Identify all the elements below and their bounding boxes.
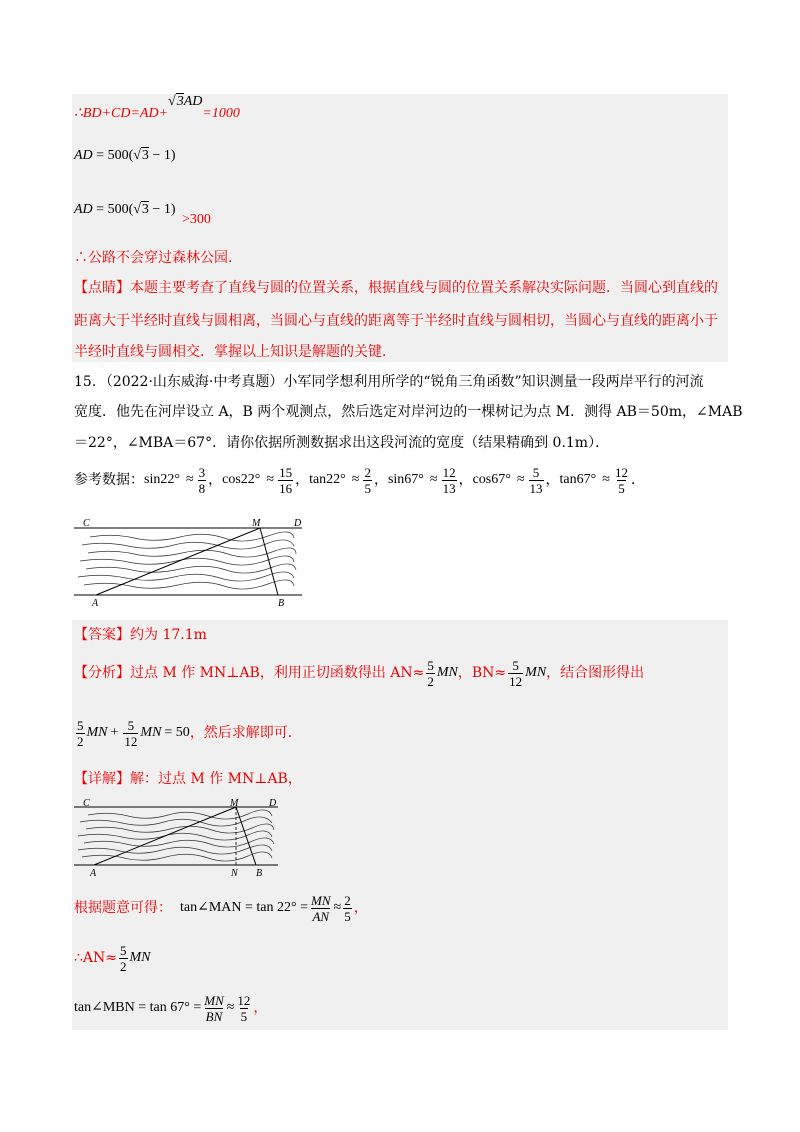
sqrt-arg: 3 [176,94,184,109]
num: 2 [364,464,371,480]
reference-item [388,465,473,496]
num: 5 [532,464,540,480]
label-A: A [90,868,97,879]
problem-line-3: ＝22°，∠MBA＝67°．请你依据所测数据求出这段河流的宽度（结果精确到 0.1m）． [74,435,610,451]
reference-item [309,465,388,496]
label-D: D [294,518,302,529]
label-N: N [231,868,238,879]
label-M: M [252,518,261,529]
analysis-tail: ，然后求解即可． [189,725,302,741]
tan-mbn-text: tan∠MBN = tan 67° = [74,1000,202,1015]
equation-bd-cd [74,94,240,124]
approx: ≈ [266,472,275,487]
river-figure-1 [72,515,304,609]
gt-300: >300 [182,212,211,227]
den: 5 [364,480,371,496]
comma: ， [253,1000,268,1016]
problem-line-2: 宽度．他先在河岸设立 A，B 两个观测点，然后选定对岸河边的一棵树记为点 M．测得 AB＝50m，∠MAB [74,404,743,420]
separator: ， [545,472,560,488]
den: 5 [618,480,625,496]
comment-line-3: 半经时直线与圆相交．掌握以上知识是解题的关键． [74,344,396,360]
fraction-5-2 [76,718,85,749]
approx: ≈ [185,472,194,487]
ad-term: AD [183,94,203,109]
answer-tag: 【答案】 [74,627,130,643]
an-line [74,938,151,978]
num: 5 [120,942,127,958]
ad-lhs: AD [74,148,93,163]
comment-line-1 [74,278,718,298]
label-D: D [269,798,277,809]
num: MN [204,992,224,1008]
analysis-tag: 【分析】 [74,665,130,681]
den: 16 [279,480,293,496]
trig-function: cos22° [222,472,261,487]
reference-item [144,465,222,496]
separator: ． [630,472,645,488]
tan-man-line [74,888,368,928]
separator: ， [208,472,223,488]
num: MN [311,892,331,908]
sqrt3ad: √3AD [168,94,203,109]
by-problem-label: 根据题意可得： [74,900,172,916]
answer-text: 约为 17.1m [130,627,207,643]
conclusion: ∴公路不会穿过森林公园. [74,250,233,266]
analysis-text-1: 过点 M 作 MN⊥AB，利用正切函数得出 AN≈ [130,665,425,681]
eq-tail: − 1) [148,202,176,217]
eq-text: = 500( [96,202,134,217]
fraction-12-5 [236,993,251,1024]
comment-line-2: 距离大于半经时直线与圆相离，当圆心与直线的距离等于半经时直线与圆相切，当圆心与直线的距离小于 [74,313,718,329]
detail-text: 解：过点 M 作 MN⊥AB， [130,771,302,787]
separator: ， [373,472,388,488]
analysis-text-3: ，结合图形得出 [546,665,645,681]
approx: ≈ [516,472,525,487]
fraction [442,465,457,496]
approx: ≈ [351,472,360,487]
river-figure-2 [72,797,280,879]
plus: + [110,725,119,740]
tan-mbn-line [74,988,267,1028]
num: 5 [427,657,434,673]
problem-line-1: 15．（2022·山东威海·中考真题）小军同学想利用所学的“锐角三角函数”知识测量一段两岸平行的河流 [74,374,704,390]
fraction-mn-an [310,893,332,924]
num: 5 [512,657,519,673]
mn-term: MN [140,725,162,740]
comment-tag: 【点睛】 [74,280,130,296]
label-B: B [256,868,263,879]
mn-term: MN [129,950,151,965]
den: 12 [509,673,523,689]
trig-function: sin22° [144,472,180,487]
reference-items [144,465,645,496]
answer-line [74,625,207,645]
analysis-text-2: ，BN≈ [457,665,507,681]
num: 12 [442,464,456,480]
reference-item [222,465,309,496]
fraction-5-2 [426,658,435,689]
detail-tag: 【详解】 [74,771,130,787]
eq-rhs: = 50 [164,725,190,740]
den: 8 [198,480,206,496]
approx: ≈ [333,900,342,915]
den: 13 [529,480,543,496]
den: BN [205,1008,223,1024]
num: 12 [237,992,251,1008]
analysis-line [74,655,644,691]
equation-ad-2: AD = 500(√3 − 1) [74,202,176,217]
den: 2 [427,673,434,689]
fraction-2-5 [343,893,352,924]
comma: ， [353,900,368,916]
sqrt-arg: 3 [141,148,149,163]
mn-term: MN [436,665,458,680]
trig-function: sin67° [387,472,424,487]
eq-text: = 500( [96,148,134,163]
separator: ， [458,472,473,488]
eq-prefix: ∴BD+CD=AD+ [74,106,169,121]
mn-term: MN [525,665,547,680]
fraction [614,465,629,496]
separator: ， [295,472,310,488]
mn-term: MN [86,725,108,740]
num: 15 [279,464,293,480]
den: 2 [120,958,127,974]
den: 2 [77,733,84,749]
num: 3 [198,464,206,480]
label-B: B [278,598,285,609]
label-C: C [83,798,90,809]
num: 5 [77,717,84,733]
approx: ≈ [429,472,438,487]
den: 12 [124,733,138,749]
fraction-5-2 [119,943,128,974]
approx: ≈ [226,1000,235,1015]
eq-tail: − 1) [148,148,176,163]
fraction-mn-bn [203,993,225,1024]
num: 5 [127,717,135,733]
fraction [198,465,207,496]
fraction-5-12 [508,658,523,689]
den: 5 [344,908,351,924]
an-prefix: ∴AN≈ [74,950,117,966]
den: AN [312,908,330,924]
approx: ≈ [602,472,610,487]
den: 13 [442,480,456,496]
detail-line [74,769,302,789]
trig-function: tan67° [559,472,597,487]
trig-function: cos67° [472,472,511,487]
fraction-5-12 [123,718,138,749]
label-A: A [92,598,99,609]
label-M: M [230,798,239,809]
equation-ad-1: AD = 500(√3 − 1) [74,148,176,163]
trig-function: tan22° [309,472,346,487]
fraction [529,465,544,496]
reference-item [560,465,645,496]
tan-man-text: tan∠MAN = tan 22° = [180,900,308,915]
comment-text: 本题主要考查了直线与圆的位置关系，根据直线与圆的位置关系解决实际问题．当圆心到直线的 [130,280,718,296]
label-C: C [83,518,90,529]
eq-suffix: =1000 [202,106,240,121]
reference-item [473,465,560,496]
reference-data [74,465,645,495]
sqrt-arg: 3 [141,202,149,217]
analysis-equation [74,715,302,751]
fraction [363,465,372,496]
den: 5 [240,1008,248,1024]
num: 2 [344,892,351,908]
num: 12 [614,464,628,480]
reference-label: 参考数据： [74,472,144,488]
ad-lhs: AD [74,202,93,217]
fraction [278,465,293,496]
